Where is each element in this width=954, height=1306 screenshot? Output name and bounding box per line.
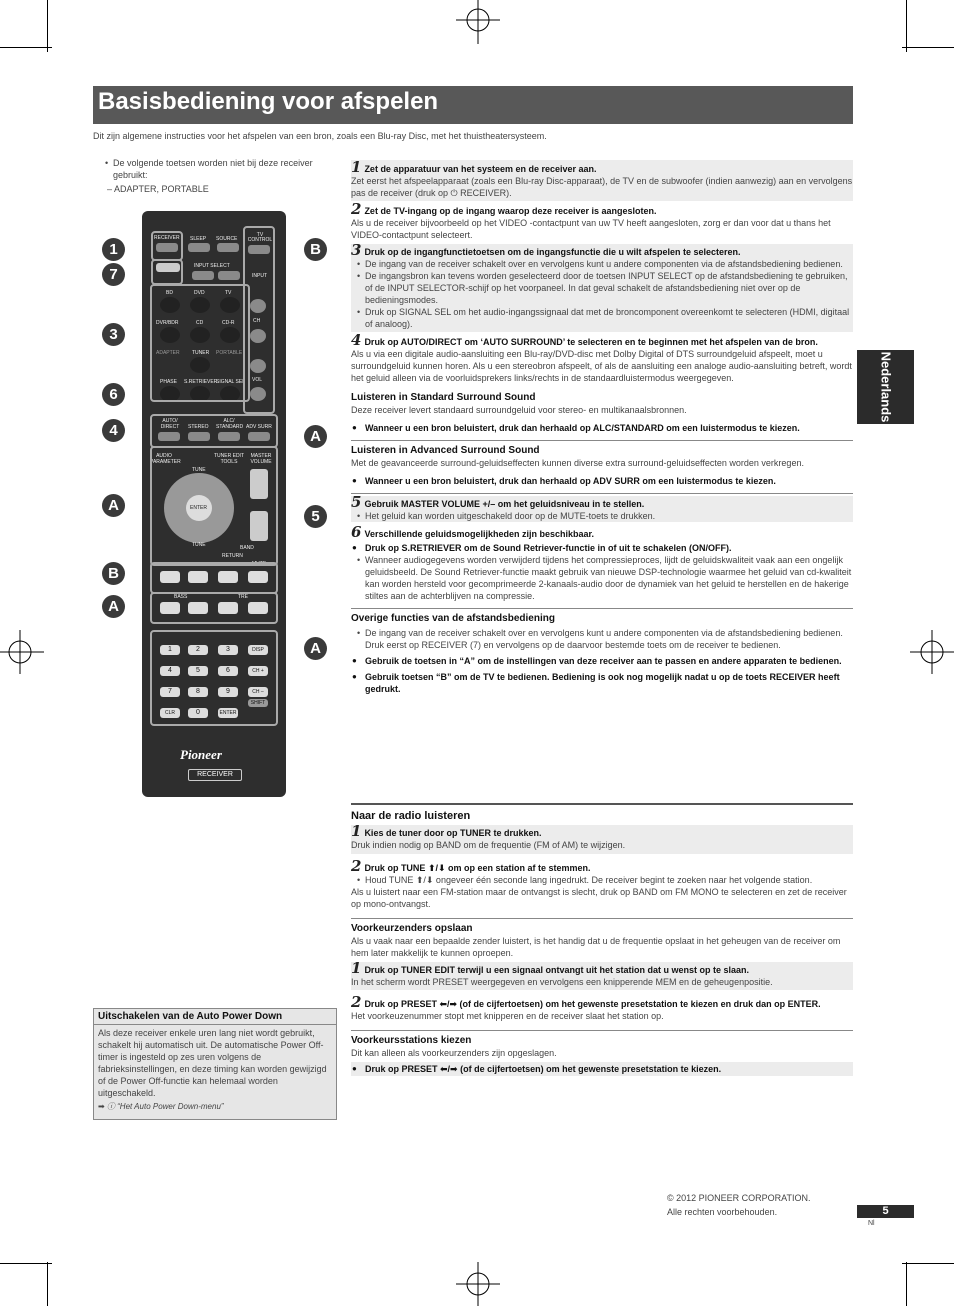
radio-step-2-text: Als u luistert naar een FM-station maar de ontvangst is slecht, druk op BAND om FM MONO te selecteren en zet de receiver op mono-ontvangst.	[351, 887, 847, 909]
tuner-edit-label: TUNER EDIT TOOLS	[214, 453, 244, 465]
auto-power-down-reference: ➡ ⓘ “Het Auto Power Down-menu”	[98, 1102, 224, 1111]
callout-box-1	[151, 231, 183, 261]
radio-step-2-title: Druk op TUNE ⬆/⬇ om op een station af te stemmen.	[364, 863, 591, 873]
copyright-line-1: © 2012 PIONEER CORPORATION.	[667, 1193, 811, 1203]
crop-mark	[0, 1263, 52, 1264]
language-tab	[857, 350, 914, 424]
registration-mark	[456, 1262, 500, 1306]
callout-a-left-2: A	[102, 595, 125, 618]
ch-minus-button[interactable]: CH –	[248, 687, 268, 697]
bass-label: BASS	[174, 594, 188, 600]
stereo-label: STEREO	[188, 424, 209, 430]
source-label: SOURCE	[216, 236, 238, 242]
other-functions-b: ● Gebruik toetsen “B” om de TV te bedienen. Bediening is ook nog mogelijk nadat u op de toets RECEIVER heeft gedrukt.	[351, 671, 853, 695]
callout-box-7	[151, 259, 183, 285]
steps-column	[351, 160, 853, 695]
step-6: 6 Verschillende geluidsmogelijkheden zijn beschikbaar. ● Druk op S.RETRIEVER om de Sound Retriever-functie in of uit te schakelen (ON/OFF). • Wanneer audiogegevens worden verwijderd tijdens het compressieproces, lijdt de geluidskwaliteit vaak aan een ongelijk geluidsbeeld. De Sound Retriever-functie maakt gebruik van nieuwe DSP-technologie waarmee het geluid van cd-kwaliteit kan worden hersteld voor gecomprimeerde 2-kanaals-audio door de dynamiek van het geluid te herstellen en de hakerige stiltes aan de achterblijven na compressie.	[351, 526, 853, 602]
callout-1: 1	[102, 238, 125, 261]
choose-preset-instruction: ● Druk op PRESET ⬅/➡ (of de cijfertoetsen) om het gewenste presetstation te kiezen.	[351, 1062, 853, 1076]
key-0[interactable]: 0	[188, 708, 208, 718]
input-label: INPUT	[252, 273, 267, 279]
dvr-bdr-label: DVR/BDR	[156, 320, 179, 326]
step-2-text: Als u de receiver bijvoorbeeld op het VIDEO -contactpunt van uw TV heeft aangesloten, zorg er dan voor dat u thans het VIDEO-contactpunt selecteert.	[351, 218, 831, 240]
callout-b-left: B	[102, 562, 125, 585]
master-volume-label: MASTER VOLUME	[250, 453, 272, 465]
choose-preset-heading: Voorkeursstations kiezen	[351, 1035, 472, 1046]
left-note-bullet: • De volgende toetsen worden niet bij deze receiver gebruikt:	[99, 157, 334, 181]
source-button[interactable]	[217, 243, 239, 252]
radio-step-2-bullet: • Houd TUNE ⬆/⬇ ongeveer één seconde lang ingedrukt. De receiver begint te zoeken naar het volgende station.	[351, 874, 853, 886]
page-language: Nl	[868, 1220, 875, 1227]
step-5-title: Gebruik MASTER VOLUME +/– om het geluidsniveau in te stellen.	[364, 499, 645, 509]
adv-surr-label: ADV SURR	[246, 424, 272, 430]
advanced-surround-heading: Luisteren in Advanced Surround Sound	[351, 445, 540, 456]
callout-box-b2	[150, 562, 278, 594]
alc-standard-label: ALC/ STANDARD	[216, 418, 244, 430]
ch-label: CH	[253, 318, 261, 324]
auto-power-down-text: Als deze receiver enkele uren lang niet wordt gebruikt, schakelt hij automatisch uit. De automatische Power Off-timer is ingesteld op zes uren volgens de fabrieksinstellingen, en deze timing kan worden gewijzigd of de Power Off-functie kan helemaal worden uitgeschakeld.	[98, 1028, 327, 1098]
callout-box-a4	[150, 630, 278, 726]
step-2: 2 Zet de TV-ingang op de ingang waarop deze receiver is aangesloten. Als u de receiver bijvoorbeeld op het VIDEO -contactpunt van uw TV heeft aangesloten, zorg er dan voor dat u thans het VIDEO-contactpunt selecteert.	[351, 203, 853, 241]
step-1: 1 Zet de apparatuur van het systeem en de receiver aan. Zet eerst het afspeelapparaat (zoals een Blu-ray Disc-apparaat), de TV en de subwoofer (indien aanwezig) aan en vervolgens pas de receiver (druk op ⏻ RECEIVER).	[351, 160, 853, 201]
key-6[interactable]: 6	[218, 666, 238, 676]
divider	[351, 493, 853, 494]
step-3-bullet-3: • Druk op SIGNAL SEL om het audio-ingangssignaal dat met de broncomponent overeenkomt te selecteren (HDMI, digitaal of analoog).	[351, 306, 853, 330]
preset-step-2: 2 Druk op PRESET ⬅/➡ (of de cijfertoetsen) om het gewenste presetstation te kiezen en druk dan op ENTER. Het voorkeuzenummer stopt met knipperen en de receiver slaat het station op.	[351, 996, 853, 1022]
callout-a-right-1: A	[304, 425, 327, 448]
shift-button[interactable]: SHIFT	[248, 699, 268, 707]
left-note-items: – ADAPTER, PORTABLE	[107, 184, 209, 194]
cd-label: CD	[196, 320, 204, 326]
step-3-bullet-2: • De ingangsbron kan tevens worden geselecteerd door de toetsen INPUT SELECT op de afstandsbediening te gebruiken, of de INPUT SELECTOR-schijf op het voorpaneel. In dat geval schakelt de afstandsbediening niet over op de bedieningsmodes.	[351, 270, 853, 306]
step-2-title: Zet de TV-ingang op de ingang waarop deze receiver is aangesloten.	[364, 206, 657, 216]
crop-mark	[47, 0, 48, 52]
step-5-bullet: • Het geluid kan worden uitgeschakeld door op de MUTE-toets te drukken.	[351, 510, 853, 522]
divider	[351, 918, 853, 919]
callout-a-right-2: A	[304, 637, 327, 660]
copyright-line-2: Alle rechten voorbehouden.	[667, 1207, 778, 1217]
input-select-label: INPUT SELECT	[194, 263, 230, 269]
input-select-right-button[interactable]	[218, 271, 240, 280]
tv-label: TV	[225, 290, 232, 296]
phase-label: PHASE	[160, 379, 177, 385]
treble-label: TRE	[238, 594, 248, 600]
crop-mark	[902, 47, 954, 48]
left-note	[99, 157, 334, 195]
numpad-enter-button[interactable]: ENTER	[219, 710, 237, 716]
ch-plus-button[interactable]: CH +	[248, 666, 268, 676]
s-retriever-label: S.RETRIEVER	[184, 379, 218, 385]
key-8[interactable]: 8	[188, 687, 208, 697]
copyright	[667, 1191, 811, 1219]
radio-step-2: 2 Druk op TUNE ⬆/⬇ om op een station af te stemmen. • Houd TUNE ⬆/⬇ ongeveer één seconde lang ingedrukt. De receiver begint te zoeken naar het volgende station. Als u luistert naar een FM-station maar de ontvangst is slecht, druk op BAND om FM MONO te selecteren en zet de receiver op mono-ontvangst.	[351, 860, 853, 910]
standard-surround-text: Deze receiver levert standaard surroundgeluid voor stereo- en multikanaalsbronnen.	[351, 405, 687, 415]
registration-mark	[456, 0, 500, 44]
callout-box-4	[150, 414, 278, 448]
callout-3: 3	[102, 323, 125, 346]
clr-button[interactable]: CLR	[160, 708, 180, 718]
choose-preset-text: Dit kan alleen als voorkeurzenders zijn opgeslagen.	[351, 1048, 557, 1058]
callout-5: 5	[304, 505, 327, 528]
title-bar	[93, 86, 853, 124]
cd-r-label: CD-R	[222, 320, 235, 326]
crop-mark	[906, 0, 907, 52]
callout-7: 7	[102, 263, 125, 286]
radio-heading: Naar de radio luisteren	[351, 810, 471, 822]
divider	[94, 1024, 336, 1025]
key-1[interactable]: 1	[160, 645, 180, 655]
registration-mark	[910, 630, 954, 674]
sleep-button[interactable]	[188, 243, 210, 252]
crop-mark	[906, 1262, 907, 1306]
vol-label: VOL	[252, 377, 263, 383]
tv-control-label: TV CONTROL	[247, 232, 273, 243]
step-5: 5 Gebruik MASTER VOLUME +/– om het geluidsniveau in te stellen. • Het geluid kan worden uitgeschakeld door op de MUTE-toets te drukken.	[351, 496, 853, 522]
radio-step-1-title: Kies de tuner door op TUNER te drukken.	[364, 828, 542, 838]
step-6-bullet: • Wanneer audiogegevens worden verwijderd tijdens het compressieproces, lijdt de geluidskwaliteit vaak aan een ongelijk geluidsbeeld. De Sound Retriever-functie maakt gebruik van nieuwe DSP-technologie waarmee het geluid van cd-kwaliteit kan worden hersteld voor gecomprimeerde 2-kanaals-audio door de dynamiek van het geluid te herstellen en de hakerige stiltes aan de achterblijven na compressie.	[351, 554, 853, 602]
key-3[interactable]: 3	[218, 645, 238, 655]
remote-receiver-badge: RECEIVER	[188, 769, 242, 781]
key-2[interactable]: 2	[188, 645, 208, 655]
tuner-label: TUNER	[192, 350, 210, 356]
step-6-instruction: ● Druk op S.RETRIEVER om de Sound Retriever-functie in of uit te schakelen (ON/OFF).	[351, 542, 853, 554]
callout-box-a2	[150, 446, 278, 566]
preset-text: Als u vaak naar een bepaalde zender luistert, is het handig dat u de frequentie opslaat in het geheugen van de receiver om hem later makkelijk te kunnen oproepen.	[351, 936, 841, 958]
callout-box-a3	[150, 592, 278, 624]
band-label: BAND	[240, 545, 254, 551]
page-title: Basisbediening voor afspelen	[98, 88, 439, 115]
callout-b-right: B	[304, 238, 327, 261]
intro-text: Dit zijn algemene instructies voor het afspelen van een bron, zoals een Blu-ray Disc, met het thuistheatersysteem.	[93, 131, 547, 141]
key-5[interactable]: 5	[188, 666, 208, 676]
callout-a-left-1: A	[102, 494, 125, 517]
callout-6: 6	[102, 383, 125, 406]
step-4-text: Als u via een digitale audio-aansluiting een Blu-ray/DVD-disc met Dolby Digital of DTS surroundgeluid afspeelt, moet u surroundgeluid kunnen horen. Als u een stereobron afspeelt, of als de aansluiting een analoge audio-aansluiting betreft, wordt het geluid alleen via de voorluidsprekers links/rechts in de standaardluistermodus weergegeven.	[351, 349, 852, 383]
advanced-surround-text: Met de geavanceerde surround-geluidseffecten kunnen diverse extra surround-geluidseffecten worden verkregen.	[351, 458, 804, 468]
page-number: 5	[857, 1205, 914, 1218]
preset-step-2-title: Druk op PRESET ⬅/➡ (of de cijfertoetsen) om het gewenste presetstation te kiezen en druk dan op ENTER.	[364, 999, 821, 1009]
divider	[351, 1030, 853, 1031]
standard-surround-instruction: ● Wanneer u een bron beluistert, druk dan herhaald op ALC/STANDARD om een luistermodus te kiezen.	[351, 422, 853, 434]
callout-4: 4	[102, 419, 125, 442]
receiver-label: RECEIVER	[154, 235, 180, 241]
tune-down-label: TUNE	[192, 542, 206, 548]
divider	[351, 608, 853, 609]
enter-label: ENTER	[190, 505, 207, 511]
audio-parameter-label: AUDIO PARAMETER	[150, 453, 181, 465]
radio-section	[351, 810, 853, 1076]
step-1-text: Zet eerst het afspeelapparaat (zoals een Blu-ray Disc-apparaat), de TV en de subwoofer (indien aanwezig) aan en vervolgens pas de receiver (druk op ⏻ RECEIVER).	[351, 176, 853, 198]
step-4-title: Druk op AUTO/DIRECT om ‘AUTO SURROUND’ te selecteren en te beginnen met het afspelen van de bron.	[364, 337, 818, 347]
adapter-label: ADAPTER	[156, 350, 180, 356]
other-functions-heading: Overige functies van de afstandsbediening	[351, 613, 555, 624]
mute-label: MUTE	[252, 561, 267, 567]
signal-sel-label: SIGNAL SEL	[216, 379, 245, 385]
bd-label: BD	[166, 290, 173, 296]
auto-power-down-title: Uitschakelen van de Auto Power Down	[98, 1011, 283, 1022]
key-4[interactable]: 4	[160, 666, 180, 676]
other-functions-a: ● Gebruik de toetsen in “A” om de instellingen van deze receiver aan te passen en andere apparaten te bedienen.	[351, 655, 853, 667]
step-6-title: Verschillende geluidsmogelijkheden zijn beschikbaar.	[364, 529, 595, 539]
step-3: 3 Druk op de ingangfunctietoetsen om de ingangsfunctie die u wilt afspelen te selecteren. • De ingang van de receiver schakelt over en vervolgens kunt u andere componenten via de afstandsbediening bedienen. • De ingangsbron kan tevens worden geselecteerd door de toetsen INPUT SELECT op de afstandsbediening te gebruiken, of de INPUT SELECTOR-schijf op het voorpaneel. In dat geval schakelt de afstandsbediening niet over op de bedieningsmodes. • Druk op SIGNAL SEL om het audio-ingangssignaal dat met de broncomponent overeenkomt te selecteren (HDMI, digitaal of analoog).	[351, 244, 853, 332]
step-1-title: Zet de apparatuur van het systeem en de receiver aan.	[364, 164, 597, 174]
standard-surround-heading: Luisteren in Standard Surround Sound	[351, 392, 536, 403]
crop-mark	[902, 1263, 954, 1264]
pioneer-logo: Pioneer	[180, 747, 222, 762]
advanced-surround-instruction: ● Wanneer u een bron beluistert, druk dan herhaald op ADV SURR om een luistermodus te kiezen.	[351, 475, 853, 487]
preset-step-1-title: Druk op TUNER EDIT terwijl u een signaal ontvangt uit het station dat u wenst op te slaan.	[364, 965, 749, 975]
other-functions-bullet: • De ingang van de receiver schakelt over en vervolgens kunt u andere componenten via de afstandsbediening bedienen. Druk eerst op RECEIVER (7) en vervolgens op de daarvoor bestemde toets om de receiver te bedienen.	[351, 627, 853, 651]
radio-divider	[351, 803, 853, 805]
preset-heading: Voorkeurzenders opslaan	[351, 923, 473, 934]
sleep-label: SLEEP	[190, 236, 207, 242]
preset-step-2-text: Het voorkeuzenummer stopt met knipperen en de receiver slaat het station op.	[351, 1011, 664, 1021]
input-select-left-button[interactable]	[192, 271, 214, 280]
key-9[interactable]: 9	[218, 687, 238, 697]
radio-step-1-text: Druk indien nodig op BAND om de frequentie (FM of AM) te wijzigen.	[351, 840, 626, 850]
return-label: RETURN	[222, 553, 243, 559]
callout-box-3	[150, 284, 250, 402]
radio-step-1: 1 Kies de tuner door op TUNER te drukken. Druk indien nodig op BAND om de frequentie (FM of AM) te wijzigen.	[351, 825, 853, 854]
divider	[351, 440, 853, 441]
registration-mark	[0, 630, 44, 674]
portable-label: PORTABLE	[216, 350, 243, 356]
disp-button[interactable]: DISP	[248, 645, 268, 655]
step-3-title: Druk op de ingangfunctietoetsen om de ingangsfunctie die u wilt afspelen te selecteren.	[364, 247, 741, 257]
crop-mark	[0, 47, 52, 48]
language-label: Nederlands	[878, 351, 893, 423]
step-4: 4 Druk op AUTO/DIRECT om ‘AUTO SURROUND’ te selecteren en te beginnen met het afspelen van de bron. Als u via een digitale audio-aansluiting een Blu-ray/DVD-disc met Dolby Digital of DTS surroundgeluid afspeelt, moet u surroundgeluid kunnen horen. Als u een stereobron afspeelt, of als de aansluiting een analoge audio-aansluiting betreft, wordt het geluid alleen via de voorluidsprekers links/rechts in de standaardluistermodus weergegeven.	[351, 331, 852, 383]
crop-mark	[47, 1262, 48, 1306]
preset-step-1: 1 Druk op TUNER EDIT terwijl u een signaal ontvangt uit het station dat u wenst op te slaan. In het scherm wordt PRESET weergegeven en vervolgens een knipperende MEM en de geheugenpositie.	[351, 962, 853, 990]
preset-step-1-text: In het scherm wordt PRESET weergegeven en vervolgens een knipperende MEM en de geheugenpositie.	[351, 977, 773, 987]
tune-up-label: TUNE	[192, 467, 206, 473]
key-7[interactable]: 7	[160, 687, 180, 697]
dvd-label: DVD	[194, 290, 205, 296]
auto-power-down-box	[93, 1008, 337, 1120]
auto-direct-label: AUTO/ DIRECT	[160, 418, 180, 430]
step-3-bullet-1: • De ingang van de receiver schakelt over en vervolgens kunt u andere componenten via de afstandsbediening bedienen.	[351, 258, 853, 270]
callout-box-b1	[243, 226, 275, 414]
